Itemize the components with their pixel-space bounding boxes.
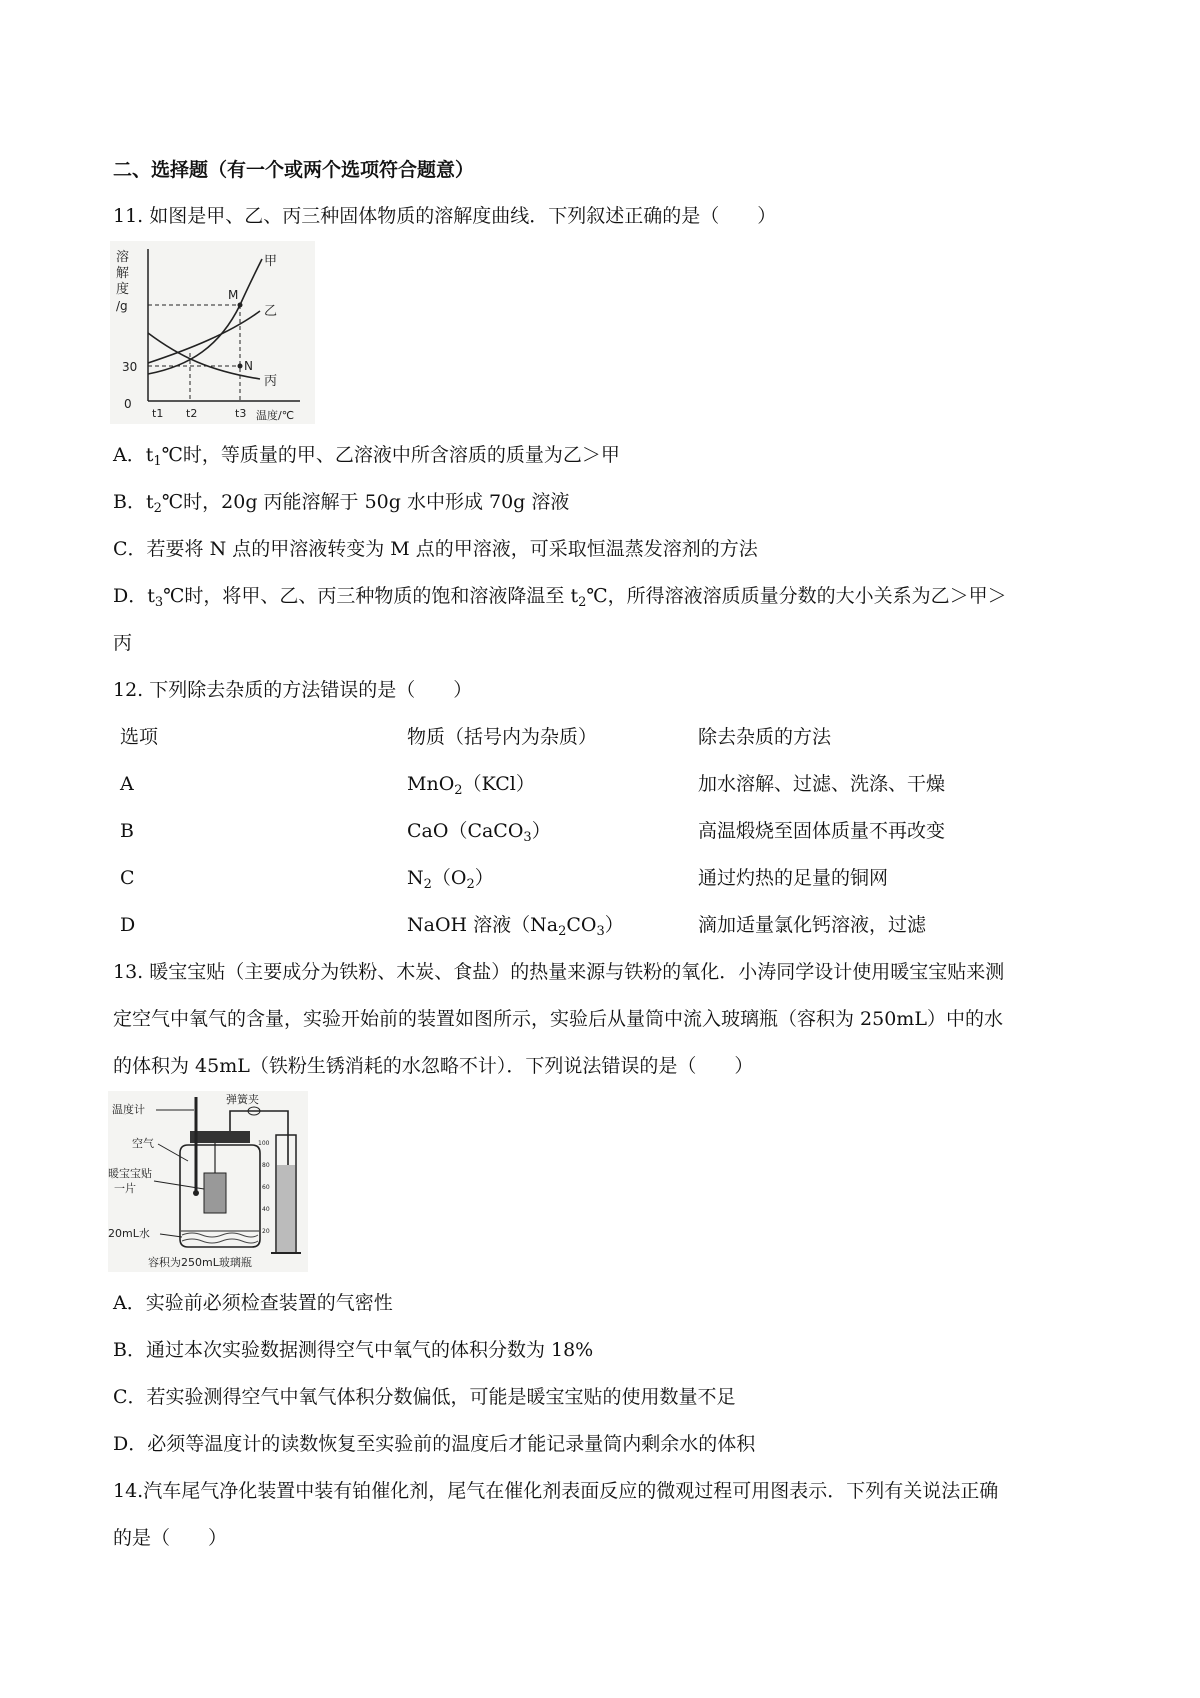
scale-40: 40: [262, 1206, 270, 1213]
section-title: 二、选择题（有一个或两个选项符合题意）: [113, 159, 475, 181]
label-one-piece: 一片: [114, 1182, 136, 1195]
y-label-1: 溶: [116, 250, 130, 265]
label-thermometer: 温度计: [112, 1103, 145, 1116]
y-label-2: 解: [116, 266, 130, 281]
label-warmer: 暖宝宝贴: [108, 1167, 152, 1180]
q11-option-d-line2: 丙: [113, 632, 133, 654]
q13-option-c: C．若实验测得空气中氧气体积分数偏低，可能是暖宝宝贴的使用数量不足: [113, 1386, 736, 1408]
table-cell-substance: $N_2(O_2)$: [407, 867, 494, 892]
scale-60: 60: [262, 1184, 270, 1191]
x-axis-label: 温度/℃: [256, 409, 295, 422]
series-bing-label: 丙: [264, 374, 278, 389]
solubility-curve-figure: [110, 241, 315, 424]
x-tick-t3: t3: [235, 407, 247, 420]
x-tick-t1: t1: [152, 407, 164, 420]
q13-stem-line3: 的体积为 45mL（铁粉生锈消耗的水忽略不计）．下列说法错误的是（ ）: [113, 1055, 754, 1077]
warmer-pad: [204, 1173, 226, 1213]
q13-option-b: B．通过本次实验数据测得空气中氧气的体积分数为 18%: [113, 1339, 594, 1361]
scale-100: 100: [258, 1140, 270, 1147]
q11-option-d: D．$t_3℃$时，将甲、乙、丙三种物质的饱和溶液降温至 $t_2℃$，所得溶液溶质质量分数的大小关系为乙＞甲＞: [113, 585, 1007, 610]
y-label-4: /g: [116, 299, 128, 313]
label-spring-clip: 弹簧夹: [226, 1093, 259, 1106]
table-header-substance: 物质（括号内为杂质）: [407, 726, 598, 748]
label-air: 空气: [132, 1137, 154, 1150]
q14-stem-line2: 的是（ ）: [113, 1527, 228, 1549]
jar-stopper: [190, 1131, 250, 1143]
table-header-method: 除去杂质的方法: [698, 726, 832, 748]
origin-label: 0: [124, 397, 132, 411]
point-M: [238, 303, 243, 308]
table-cell-option: A: [120, 773, 134, 795]
q13-stem-line2: 定空气中氧气的含量，实验开始前的装置如图所示，实验后从量筒中流入玻璃瓶（容积为 250mL）中的水: [113, 1008, 1003, 1030]
q11-option-c: C．若要将 N 点的甲溶液转变为 M 点的甲溶液，可采取恒温蒸发溶剂的方法: [113, 538, 758, 560]
table-cell-substance: MnO$_2$（KCl）: [407, 773, 535, 798]
table-cell-method: 高温煅烧至固体质量不再改变: [698, 820, 946, 842]
curve-yi: [148, 311, 260, 363]
q11-option-a: A．$t_1℃$时，等质量的甲、乙溶液中所含溶质的质量为乙＞甲: [113, 444, 620, 469]
q13-option-d: D．必须等温度计的读数恢复至实验前的温度后才能记录量筒内剩余水的体积: [113, 1433, 756, 1455]
label-jar-capacity: 容积为250mL玻璃瓶: [148, 1256, 252, 1269]
point-M-label: M: [228, 288, 239, 302]
table-header-option: 选项: [120, 726, 159, 748]
y-label-3: 度: [116, 282, 130, 297]
q13-option-a: A．实验前必须检查装置的气密性: [113, 1292, 393, 1314]
label-20ml-water: 20mL水: [108, 1227, 150, 1240]
scale-80: 80: [262, 1162, 270, 1169]
series-jia-label: 甲: [264, 254, 278, 269]
table-cell-method: 通过灼热的足量的铜网: [698, 867, 889, 889]
table-cell-method: 加水溶解、过滤、洗涤、干燥: [698, 773, 946, 795]
table-cell-option: C: [120, 867, 135, 889]
q13-stem-line1: 13. 暖宝宝贴（主要成分为铁粉、木炭、食盐）的热量来源与铁粉的氧化．小涛同学设计使用暖宝宝贴来测: [113, 961, 1005, 983]
point-N-label: N: [244, 359, 253, 373]
series-yi-label: 乙: [264, 304, 278, 319]
table-cell-option: D: [120, 914, 136, 936]
table-cell-option: B: [120, 820, 134, 842]
q11-stem: 11. 如图是甲、乙、丙三种固体物质的溶解度曲线．下列叙述正确的是（ ）: [113, 205, 777, 227]
table-cell-substance: CaO（CaCO$_3$）: [407, 820, 551, 845]
q11-option-b: B．$t_2℃$时，20g 丙能溶解于 50g 水中形成 70g 溶液: [113, 491, 570, 516]
y-tick-30: 30: [122, 360, 138, 374]
table-cell-substance: NaOH 溶液$(Na_2CO_3)$: [407, 914, 624, 939]
scale-20: 20: [262, 1228, 270, 1235]
x-tick-t2: t2: [186, 407, 198, 420]
q12-stem: 12. 下列除去杂质的方法错误的是（ ）: [113, 679, 473, 701]
point-N: [238, 364, 243, 369]
oxygen-apparatus-figure: [108, 1091, 308, 1272]
q14-stem-line1: 14.汽车尾气净化装置中装有铂催化剂，尾气在催化剂表面反应的微观过程可用图表示．下列有关说法正确: [113, 1480, 999, 1502]
table-cell-method: 滴加适量氯化钙溶液，过滤: [698, 914, 927, 936]
